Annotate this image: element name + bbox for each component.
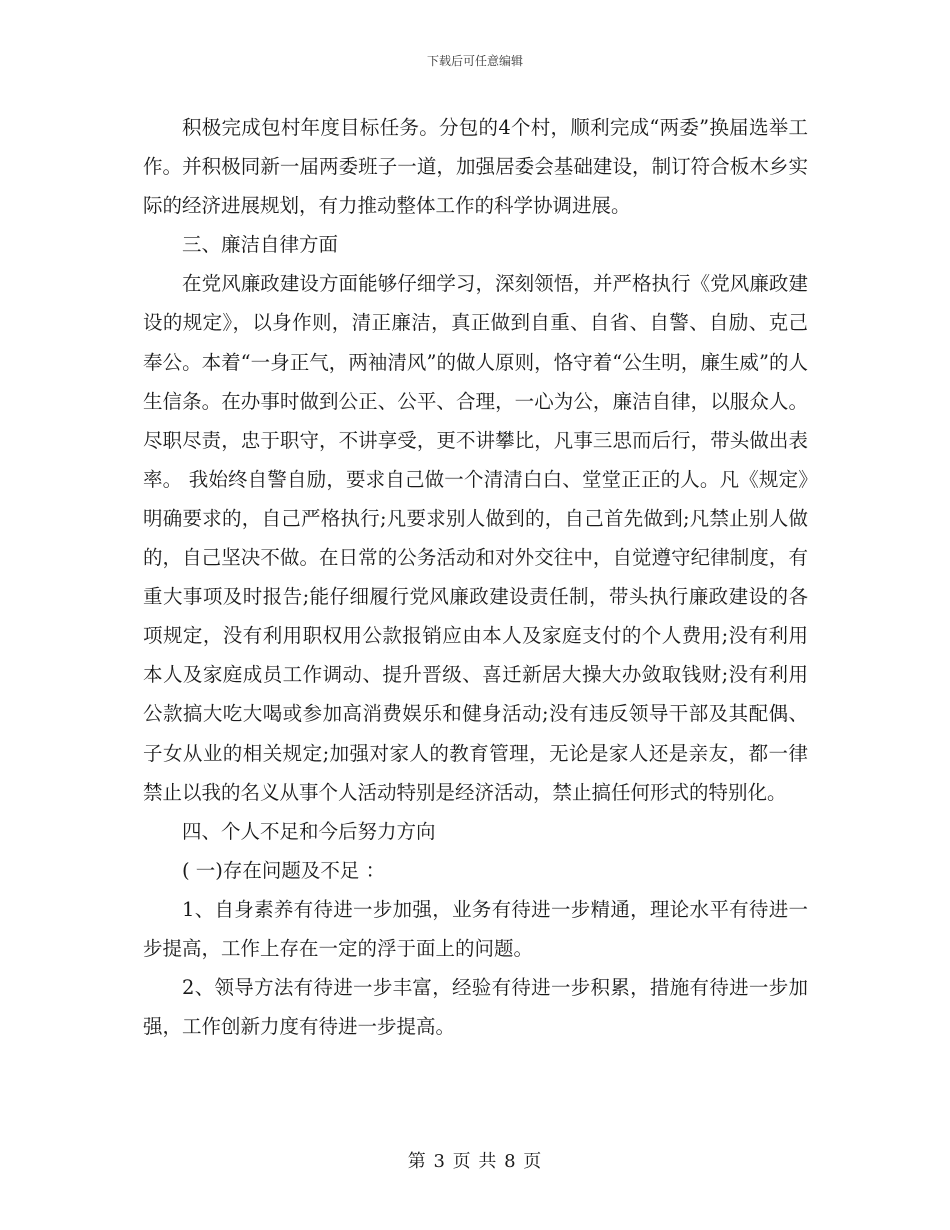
page-number: 第 3 页 共 8 页 (407, 1151, 543, 1172)
subheading-problems: ( 一)存在问题及不足 ： (182, 858, 386, 882)
page-header: 下载后可任意编辑 (426, 54, 523, 68)
paragraph-village-targets: 积极完成包村年度目标任务。分包的4个村，顺利完成“两委”换届选举工作。并积极同新一届两委班子一道，加强居委会基础建设，制订符合板木乡实际的经济进展规划，有力推动整体工作的科学协调进展。 (143, 116, 808, 218)
paragraph-integrity: 在党风廉政建设方面能够仔细学习，深刻领悟，并严格执行《党风廉政建设的规定》，以身作则，清正廉洁，真正做到自重、自省、自警、自励、克己奉公。本着“一身正气，两袖清风”的做人原则，恪守着“公生明，廉生威”的人生信条。在办事时做到公正、公平、合理，一心为公，廉洁自律，以服众人。尽职尽责，忠于职守，不讲享受，更不讲攀比，凡事三思而后行，带头做出表率。 我始终自警自励，要求自己做一个清清白白、堂堂正正的人。凡《规定》明确要求的，自己严格执行;凡要求别人做到的，自己首先做到;凡禁止别人做的，自己坚决不做。在日常的公务活动和对外交往中，自觉遵守纪律制度，有重大事项及时报告;能仔细履行党风廉政建设责任制，带头执行廉政建设的各项规定，没有利用职权用公款报销应由本人及家庭支付的个人费用;没有利用本人及家庭成员工作调动、提升晋级、喜迁新居大操大办敛取钱财;没有利用公款搞大吃大喝或参加高消费娱乐和健身活动;没有违反领导干部及其配偶、子女从业的相关规定;加强对家人的教育管理，无论是家人还是亲友，都一律禁止以我的名义从事个人活动特别是经济活动，禁止搞任何形式的特别化。 (143, 272, 808, 804)
section-heading-shortcomings: 四、个人不足和今后努力方向 (182, 819, 436, 843)
list-item-problem-2: 2、领导方法有待进一步丰富，经验有待进一步积累，措施有待进一步加强，工作创新力度有待进一步提高。 (143, 976, 808, 1039)
document-body (143, 108, 808, 1046)
section-heading-integrity: 三、廉洁自律方面 (182, 233, 339, 257)
list-item-problem-1: 1、自身素养有待进一步加强，业务有待进一步精通，理论水平有待进一步提高，工作上存在一定的浮于面上的问题。 (143, 897, 808, 960)
